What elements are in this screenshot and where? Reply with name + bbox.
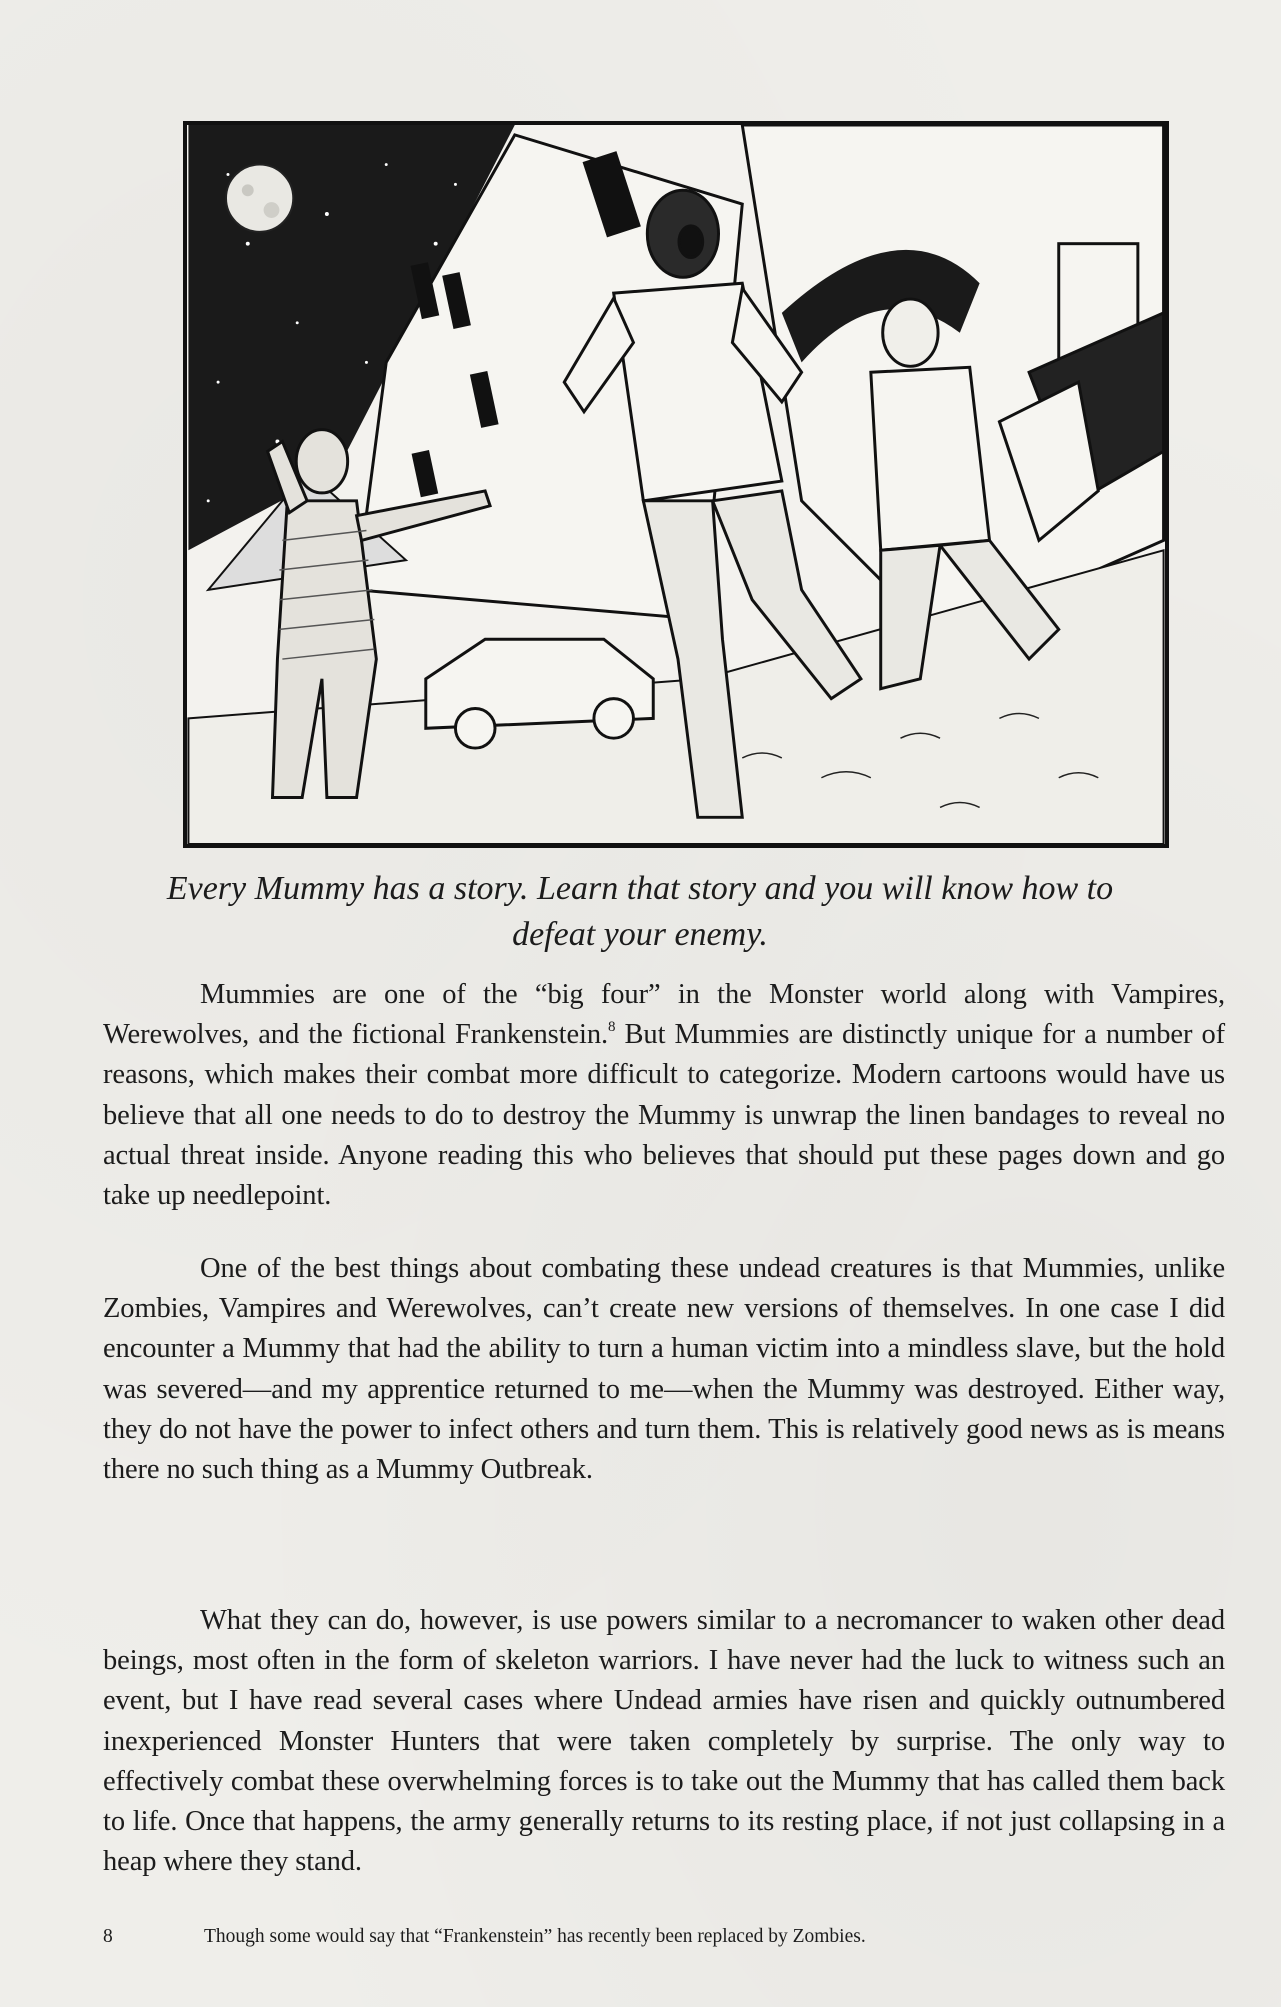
paragraph-text: But Mummies are distinctly unique for a number of reasons, which makes their combat more difficult to categorize. Modern cartoons would have us believe that all one needs to do to destroy the Mummy is unwrap the linen bandages to reveal no actual threat inside. Anyone reading this who believes that should put these pages down and go take up needlepoint.	[103, 1019, 1226, 1212]
paragraph-no-outbreak: One of the best things about combating these undead creatures is that Mummies, unlike Zombies, Vampires and Werewolves, can’t create new versions of themselves. In one case I did encounter a Mummy that had the ability to turn a human victim into a mindless slave, but the hold was severed—and my apprentice returned to me—when the Mummy was destroyed. Either way, they do not have the power to infect others and turn them. This is relatively good news as is means there no such thing as a Mummy Outbreak.	[103, 1253, 1225, 1486]
mummy-attack-illustration	[183, 121, 1169, 848]
illustration-caption	[110, 866, 1170, 958]
paragraph-big-four	[103, 975, 1225, 1216]
caption-line-2: defeat your enemy.	[512, 916, 768, 953]
page-number: 8	[103, 1926, 113, 1947]
paragraph-text: Mummies are one of the “big four” in the Monster world along with Vampires, Werewolves, and the fictional Frankenstein.	[103, 979, 1225, 1051]
footnote-marker: 8	[608, 1019, 616, 1036]
caption-line-1: Every Mummy has a story. Learn that story and you will know how to	[166, 870, 1114, 907]
paragraph-necromancy: What they can do, however, is use powers similar to a necromancer to waken other dead beings, most often in the form of skeleton warriors. I have never had the luck to witness such an event, but I have read several cases where Undead armies have risen and quickly outnumbered inexperienced Monster Hunters that were taken completely by surprise. The only way to effectively combat these overwhelming forces is to take out the Mummy that has called them back to life. Once that happens, the army generally returns to its resting place, if not just collapsing in a heap where they stand.	[103, 1605, 1225, 1878]
moon-icon	[226, 165, 293, 232]
footnote: Though some would say that “Frankenstein” has recently been replaced by Zombies.	[204, 1926, 866, 1947]
